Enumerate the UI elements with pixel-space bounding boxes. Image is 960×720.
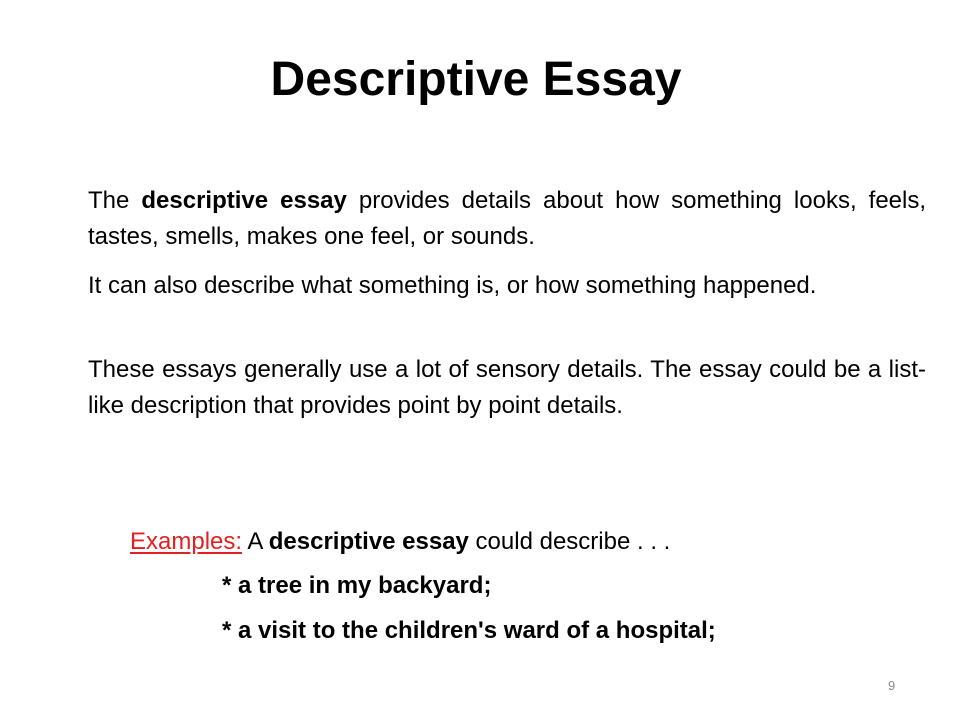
paragraph-definition bbox=[88, 183, 926, 255]
paragraph-definition-rest: provides details about how something looks, feels, tastes, smells, makes one feel, or sounds. bbox=[88, 187, 927, 250]
example-bullet-hospital: * a visit to the children's ward of a hospital; bbox=[222, 617, 716, 644]
page-number: 9 bbox=[888, 678, 896, 693]
paragraph-sensory-details: These essays generally use a lot of sensory details. The essay could be a list-like description that provides point by point details. bbox=[88, 356, 926, 419]
paragraph-also-describe: It can also describe what something is, or how something happened. bbox=[88, 272, 817, 299]
paragraph-definition-lead: The bbox=[88, 187, 142, 214]
slide-title: Descriptive Essay bbox=[270, 53, 682, 106]
paragraph-definition-bold-term: descriptive essay bbox=[141, 187, 347, 214]
examples-text-before: A bbox=[242, 528, 269, 555]
example-bullet-tree: * a tree in my backyard; bbox=[222, 572, 492, 599]
examples-label: Examples: bbox=[130, 528, 243, 555]
examples-bold-term: descriptive essay bbox=[268, 528, 469, 555]
examples-text-after: could describe . . . bbox=[468, 528, 671, 555]
examples-line bbox=[130, 524, 670, 560]
